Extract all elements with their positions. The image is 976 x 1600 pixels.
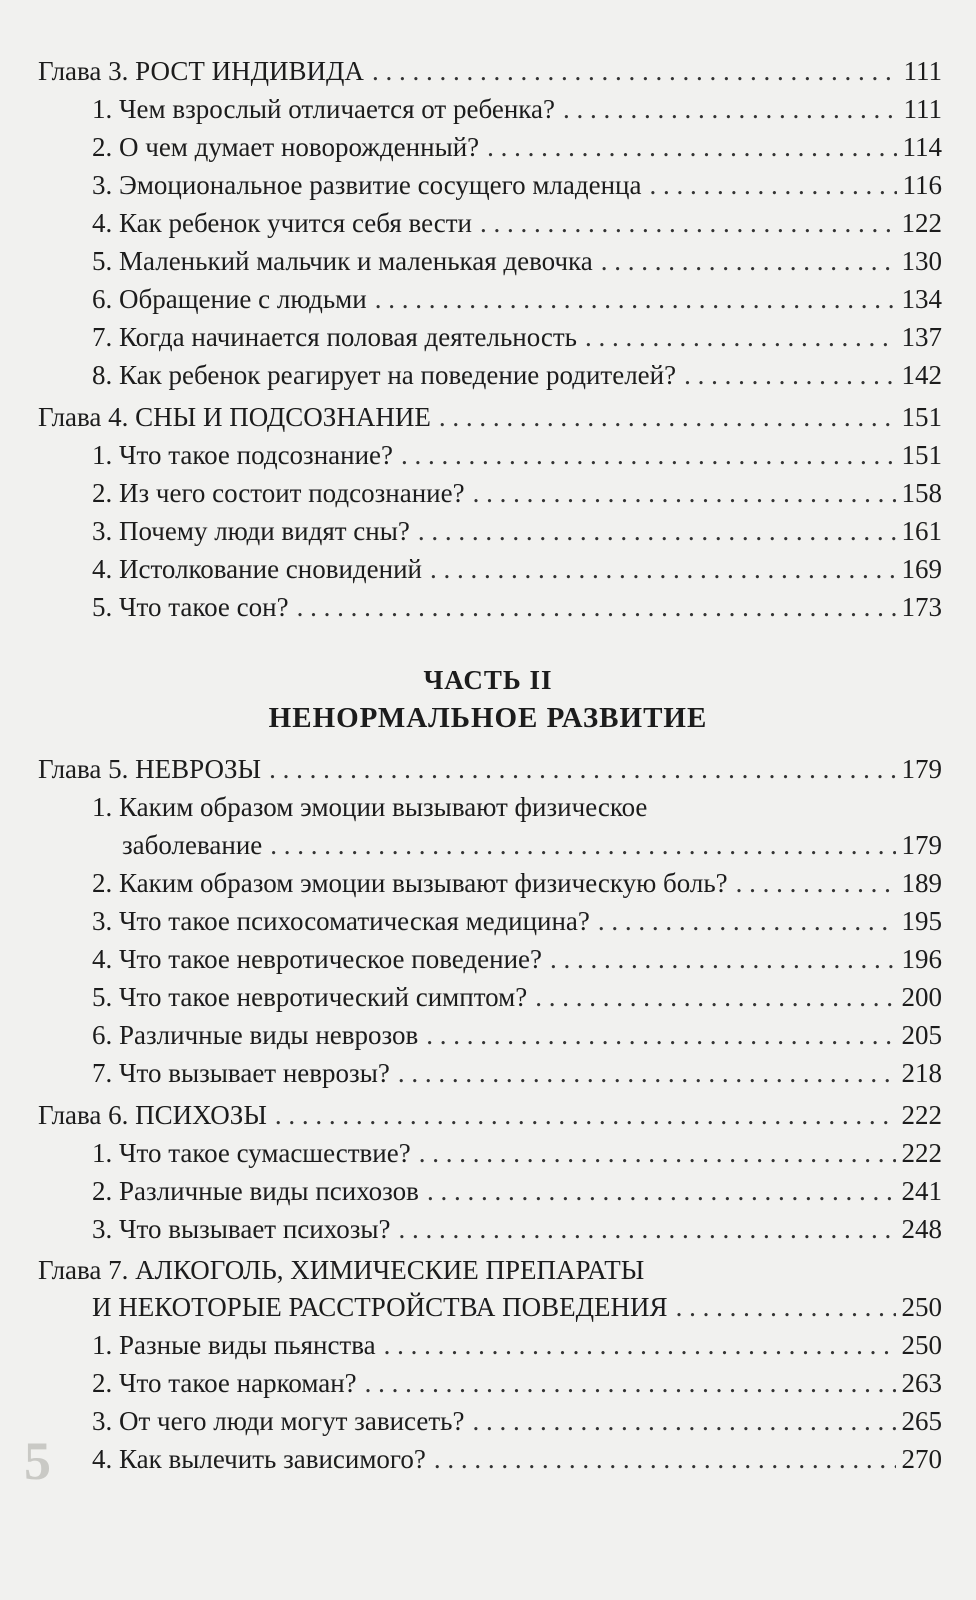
item-label: 4. Что такое невротическое поведение? <box>92 944 543 974</box>
page-number: 265 <box>901 1406 942 1436</box>
page-number: 205 <box>901 1020 942 1050</box>
dot-leader <box>434 1440 896 1478</box>
page-number: 173 <box>901 592 942 622</box>
part-number: ЧАСТЬ II <box>423 665 553 695</box>
toc-item <box>0 204 976 242</box>
dot-leader <box>365 1364 896 1402</box>
dot-leader <box>384 1326 896 1364</box>
page-number: 142 <box>901 360 942 390</box>
page-number: 218 <box>901 1058 942 1088</box>
item-label: 1. Чем взрослый отличается от ребенка? <box>92 94 555 124</box>
item-label: 3. Что вызывает психозы? <box>92 1214 391 1244</box>
toc-item <box>0 1134 976 1172</box>
dot-leader <box>601 242 896 280</box>
chapter-title-line2-row <box>0 1288 976 1326</box>
item-label: 1. Разные виды пьянства <box>92 1330 376 1360</box>
page-number: 270 <box>901 1444 942 1474</box>
dot-leader <box>649 166 896 204</box>
dot-leader <box>480 204 896 242</box>
item-label: 3. Почему люди видят сны? <box>92 516 410 546</box>
toc-item <box>0 1402 976 1440</box>
chapter-4-heading <box>0 398 976 436</box>
chapter-5-heading <box>0 750 976 788</box>
dot-leader <box>426 1016 895 1054</box>
toc-item <box>0 1210 976 1248</box>
page-number: 151 <box>901 402 942 432</box>
page-number: 122 <box>901 208 942 238</box>
page-number: 130 <box>901 246 942 276</box>
dot-leader <box>684 356 895 394</box>
page-number: 169 <box>901 554 942 584</box>
item-label: 2. Различные виды психозов <box>92 1176 419 1206</box>
dot-leader <box>269 750 895 788</box>
dot-leader <box>297 588 896 626</box>
page-number: 161 <box>901 516 942 546</box>
dot-leader <box>439 398 896 436</box>
page-number: 195 <box>901 906 942 936</box>
item-label: 2. Из чего состоит подсознание? <box>92 478 465 508</box>
chapter-title: Глава 3. РОСТ ИНДИВИДА <box>38 56 364 86</box>
toc-item <box>0 978 976 1016</box>
item-label: 2. Что такое наркоман? <box>92 1368 357 1398</box>
table-of-contents <box>0 52 976 1478</box>
page-number: 189 <box>901 868 942 898</box>
dot-leader <box>375 280 896 318</box>
toc-item <box>0 318 976 356</box>
chapter-3-heading <box>0 52 976 90</box>
page-number: 111 <box>903 94 942 124</box>
dot-leader <box>550 940 895 978</box>
toc-item <box>0 436 976 474</box>
item-label: 7. Когда начинается половая деятельность <box>92 322 577 352</box>
item-label: 5. Маленький мальчик и маленькая девочка <box>92 246 593 276</box>
item-label-continued: заболевание <box>122 830 263 860</box>
toc-item <box>0 474 976 512</box>
page-number: 222 <box>901 1138 942 1168</box>
dot-leader <box>399 1210 896 1248</box>
item-label: 3. От чего люди могут зависеть? <box>92 1406 465 1436</box>
toc-item-line2 <box>0 826 976 864</box>
toc-item <box>0 1364 976 1402</box>
toc-item <box>0 864 976 902</box>
item-label: 3. Эмоциональное развитие сосущего младенца <box>92 170 642 200</box>
dot-leader <box>418 512 896 550</box>
toc-item <box>0 1054 976 1092</box>
chapter-7-heading <box>0 1252 976 1326</box>
dot-leader <box>427 1172 896 1210</box>
dot-leader <box>372 52 898 90</box>
dot-leader <box>472 1402 895 1440</box>
chapter-6-heading <box>0 1096 976 1134</box>
toc-item <box>0 550 976 588</box>
page-number: 250 <box>901 1292 942 1322</box>
page-number: 158 <box>901 478 942 508</box>
dot-leader <box>473 474 896 512</box>
toc-item <box>0 512 976 550</box>
toc-item <box>0 242 976 280</box>
page-number: 116 <box>902 170 942 200</box>
dot-leader <box>270 826 895 864</box>
page-number: 248 <box>901 1214 942 1244</box>
dot-leader <box>563 90 898 128</box>
chapter-title: Глава 6. ПСИХОЗЫ <box>38 1100 267 1130</box>
toc-item <box>0 128 976 166</box>
item-label: 3. Что такое психосоматическая медицина? <box>92 906 590 936</box>
item-label: 2. Каким образом эмоции вызывают физическую боль? <box>92 868 728 898</box>
toc-item <box>0 1172 976 1210</box>
item-label: 5. Что такое сон? <box>92 592 289 622</box>
page-edge-number: 5 <box>24 1431 51 1491</box>
page-number: 250 <box>901 1330 942 1360</box>
item-label: 1. Каким образом эмоции вызывают физическое <box>92 792 648 822</box>
dot-leader <box>585 318 896 356</box>
dot-leader <box>419 1134 896 1172</box>
page-number: 114 <box>902 132 942 162</box>
chapter-title: Глава 5. НЕВРОЗЫ <box>38 754 262 784</box>
dot-leader <box>598 902 896 940</box>
page-number: 137 <box>901 322 942 352</box>
page-number: 263 <box>901 1368 942 1398</box>
item-label: 4. Истолкование сновидений <box>92 554 422 584</box>
part-title: НЕНОРМАЛЬНОЕ РАЗВИТИЕ <box>268 702 708 734</box>
item-label: 8. Как ребенок реагирует на поведение родителей? <box>92 360 677 390</box>
item-label: 2. О чем думает новорожденный? <box>92 132 480 162</box>
item-label: 4. Как вылечить зависимого? <box>92 1444 426 1474</box>
page-number: 151 <box>901 440 942 470</box>
toc-item <box>0 588 976 626</box>
page-number: 200 <box>901 982 942 1012</box>
dot-leader <box>487 128 896 166</box>
toc-item <box>0 280 976 318</box>
page-number: 134 <box>901 284 942 314</box>
dot-leader <box>676 1288 896 1326</box>
dot-leader <box>398 1054 896 1092</box>
item-label: 1. Что такое сумасшествие? <box>92 1138 411 1168</box>
item-label: 7. Что вызывает неврозы? <box>92 1058 390 1088</box>
page-number: 222 <box>901 1100 942 1130</box>
toc-item <box>0 166 976 204</box>
item-label: 4. Как ребенок учится себя вести <box>92 208 472 238</box>
chapter-title-line2: И НЕКОТОРЫЕ РАССТРОЙСТВА ПОВЕДЕНИЯ <box>92 1292 668 1322</box>
toc-item <box>0 940 976 978</box>
dot-leader <box>736 864 896 902</box>
chapter-title: Глава 4. СНЫ И ПОДСОЗНАНИЕ <box>38 402 431 432</box>
dot-leader <box>430 550 896 588</box>
item-label: 6. Различные виды неврозов <box>92 1020 419 1050</box>
toc-item <box>0 1016 976 1054</box>
page-number: 241 <box>901 1176 942 1206</box>
item-label: 1. Что такое подсознание? <box>92 440 394 470</box>
page-number: 196 <box>901 944 942 974</box>
page-number: 179 <box>901 830 942 860</box>
item-label: 5. Что такое невротический симптом? <box>92 982 528 1012</box>
toc-item <box>0 1440 976 1478</box>
dot-leader <box>535 978 895 1016</box>
dot-leader <box>275 1096 896 1134</box>
page-number: 111 <box>903 56 942 86</box>
page-number: 179 <box>901 754 942 784</box>
toc-item <box>0 902 976 940</box>
toc-item-line1 <box>0 788 976 826</box>
part-heading <box>0 662 976 738</box>
dot-leader <box>401 436 895 474</box>
item-label: 6. Обращение с людьми <box>92 284 367 314</box>
toc-item <box>0 1326 976 1364</box>
toc-item <box>0 356 976 394</box>
chapter-title-line1: Глава 7. АЛКОГОЛЬ, ХИМИЧЕСКИЕ ПРЕПАРАТЫ <box>38 1255 645 1285</box>
toc-item <box>0 90 976 128</box>
